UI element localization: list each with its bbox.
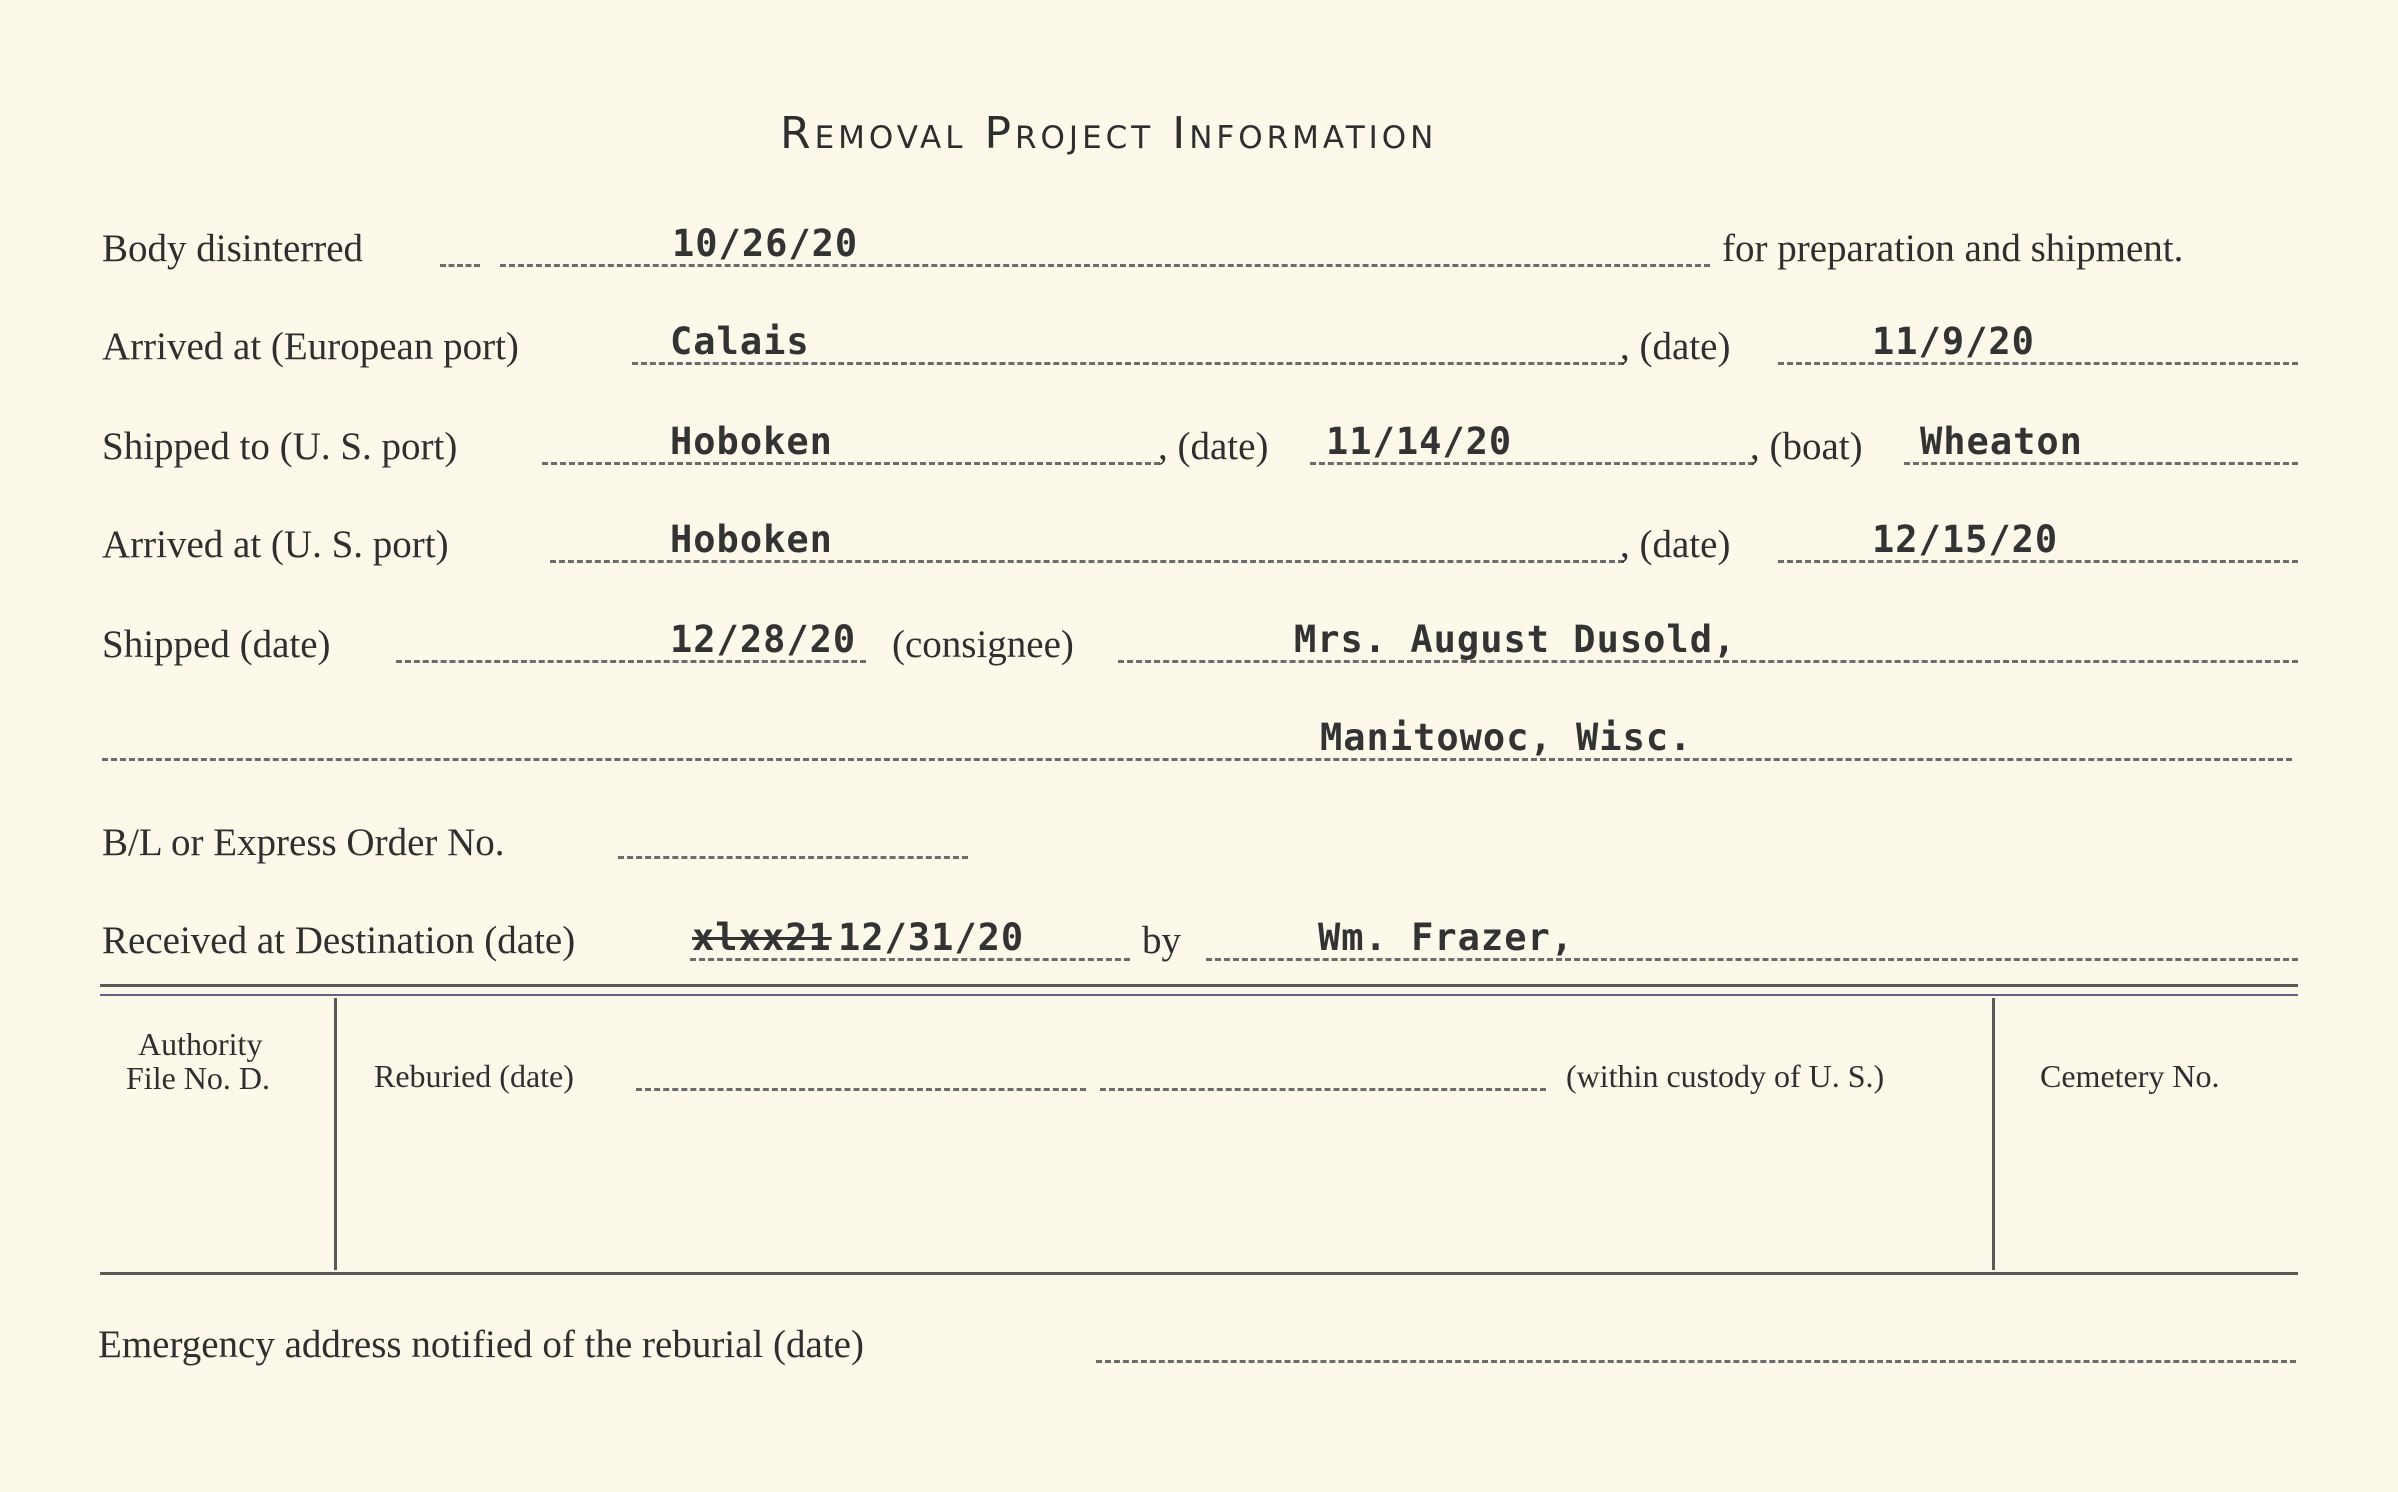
shipped-us-date: 11/14/20 [1326, 420, 1513, 463]
disinterred-label: Body disinterred [102, 227, 364, 270]
shipped-us-port-line [542, 462, 1160, 465]
box-divider-left [334, 998, 337, 1270]
box-top-rule-1 [100, 984, 2298, 987]
reburied-label: Reburied (date) [374, 1058, 574, 1094]
consignee-label: (consignee) [892, 623, 1074, 666]
shipped-us-boat-label: , (boat) [1750, 425, 1863, 468]
arrived-us-port: Hoboken [670, 518, 833, 561]
arrived-us-date-label: , (date) [1620, 523, 1731, 566]
received-date: 12/31/20 [838, 916, 1025, 959]
shipped-us-port: Hoboken [670, 420, 833, 463]
arrived-european-date-label: , (date) [1620, 325, 1731, 368]
shipped-us-date-label: , (date) [1158, 425, 1269, 468]
received-label: Received at Destination (date) [102, 919, 576, 962]
arrived-us-date: 12/15/20 [1872, 518, 2059, 561]
arrived-european-date-line [1778, 362, 2298, 365]
custody-label: (within custody of U. S.) [1566, 1058, 1885, 1094]
disinterred-suffix: for preparation and shipment. [1722, 227, 2184, 270]
reburied-line-2 [1100, 1088, 1546, 1091]
arrived-european-date: 11/9/20 [1872, 320, 2035, 363]
arrived-european-port: Calais [670, 320, 810, 363]
authority-label-2: File No. D. [126, 1060, 270, 1096]
reburied-line-1 [636, 1088, 1086, 1091]
emergency-line [1096, 1360, 2296, 1363]
bl-line [618, 856, 968, 859]
emergency-label: Emergency address notified of the reburial (date) [98, 1323, 864, 1366]
card-title: Removal Project Information [780, 108, 1438, 159]
shipped-label: Shipped (date) [102, 623, 331, 666]
consignee-address: Manitowoc, Wisc. [1320, 716, 1693, 759]
shipped-us-boat: Wheaton [1920, 420, 2083, 463]
arrived-us-label: Arrived at (U. S. port) [102, 523, 449, 566]
box-divider-right [1992, 998, 1995, 1270]
bl-label: B/L or Express Order No. [102, 821, 505, 864]
authority-label-1: Authority [138, 1026, 263, 1062]
cemetery-label: Cemetery No. [2040, 1058, 2220, 1094]
consignee-line-2 [102, 758, 2292, 761]
shipped-date: 12/28/20 [670, 618, 857, 661]
received-by: Wm. Frazer, [1318, 916, 1575, 959]
shipped-us-label: Shipped to (U. S. port) [102, 425, 458, 468]
disinterred-date: 10/26/20 [672, 222, 859, 265]
received-by-label: by [1142, 919, 1181, 962]
received-struck-text: xlxx21 [692, 916, 832, 959]
box-bottom-rule [100, 1272, 2298, 1275]
disinterred-lead-line [440, 264, 480, 267]
consignee-name: Mrs. August Dusold, [1294, 618, 1737, 661]
arrived-european-label: Arrived at (European port) [102, 325, 519, 368]
box-top-rule-2 [100, 994, 2298, 996]
